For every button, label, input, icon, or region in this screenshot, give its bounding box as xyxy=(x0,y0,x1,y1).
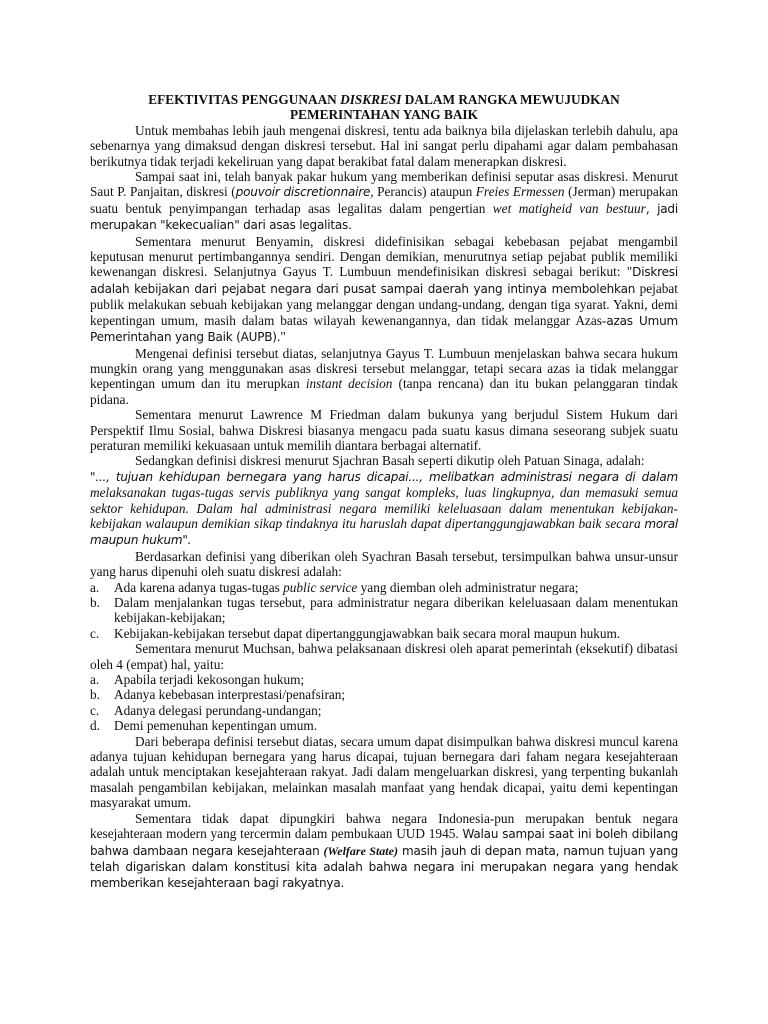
list-item: a. Apabila terjadi kekosongan hukum; xyxy=(90,672,305,688)
list-item: d. Demi pemenuhan kepentingan umum. xyxy=(90,718,318,734)
paragraph-10: Sementara tidak dapat dipungkiri bahwa negara Indonesia-pun merupakan bentuk negara kesejahteraan modern yang tercermin dalam pembukaan UUD 1945. Walau sampai saat ini boleh dibilang bahwa dambaan negara kesejahteraan (Welfare State) masih jauh di depan mata, namun tujuan yang telah digariskan dalam konstitusi kita adalah bahwa negara ini merupakan negara yang hendak memberikan kesejahteraan bagi rakyatnya. xyxy=(90,810,678,891)
paragraph-6: Sedangkan definisi diskresi menurut Sjachran Basah seperti dikutip oleh Patuan Sinaga, adalah: xyxy=(135,453,645,469)
document-title xyxy=(90,92,678,123)
paragraph-2: Sampai saat ini, telah banyak pakar hukum yang memberikan definisi seputar asas diskresi. Menurut Saut P. Panjaitan, diskresi (pouvoir discretionnaire, Perancis) ataupun Freies Ermessen (Jerman) merupakan suatu bentuk penyimpangan terhadap asas legalitas dalam pengertian wet matigheid van bestuur, jadi merupakan "kekecualian" dari asas legalitas. xyxy=(90,169,678,233)
paragraph-3: Sementara menurut Benyamin, diskresi didefinisikan sebagai kebebasan pejabat mengambil keputusan menurut pertimbangannya sendiri. Dengan demikian, menurutnya setiap pejabat publik memiliki kewenangan diskresi. Selanjutnya Gayus T. Lumbuun mendefinisikan diskresi sebagai berikut: "Diskresi adalah kebijakan dari pejabat negara dari pusat sampai daerah yang intinya membolehkan pejabat publik melakukan sebuah kebijakan yang melanggar dengan undang-undang, dengan tiga syarat. Yakni, demi kepentingan umum, masih dalam batas wilayah kewenangannya, dan tidak melanggar Azas-azas Umum Pemerintahan yang Baik (AUPB)." xyxy=(90,233,679,345)
paragraph-5: Sementara menurut Lawrence M Friedman dalam bukunya yang berjudul Sistem Hukum dari Perspektif Ilmu Sosial, bahwa Diskresi biasanya mengacu pada suatu kasus dimana seseorang subjek suatu peraturan memiliki kekuasaan untuk memilih diantara berbagai alternatif. xyxy=(90,407,678,453)
title-emphasis: DISKRESI xyxy=(340,92,402,107)
document-page xyxy=(90,92,678,892)
list-item: a. Ada karena adanya tugas-tugas public service yang diemban oleh administratur negara; xyxy=(90,579,579,595)
paragraph-9: Dari beberapa definisi tersebut diatas, secara umum dapat disimpulkan bahwa diskresi muncul karena adanya tujuan kehidupan bernegara yang harus dicapai, tujuan bernegara dari faham negara kesejahteraan adalah untuk menciptakan kesejahteraan rakyat. Jadi dalam mengeluarkan diskresi, yang terpenting bukanlah masalah pengambilan kebijakan, melainkan masalah manfaat yang hendak dicapai, yaitu demi kepentingan masyarakat umum. xyxy=(90,733,678,811)
title-line-2: PEMERINTAHAN YANG BAIK xyxy=(290,107,478,123)
list-item: b. Dalam menjalankan tugas tersebut, para administratur negara diberikan keleluasaan dalam menentukan kebijakan-kebijakan; xyxy=(90,595,678,626)
paragraph-8: Sementara menurut Muchsan, bahwa pelaksanaan diskresi oleh aparat pemerintah (eksekutif) dibatasi oleh 4 (empat) hal, yaitu: xyxy=(90,641,678,672)
list-unsur-diskresi xyxy=(90,580,678,642)
paragraph-4: Mengenai definisi tersebut diatas, selanjutnya Gayus T. Lumbuun menjelaskan bahwa secara hukum mungkin orang yang menggunakan asas diskresi tersebut melanggar, tetapi secara azas ia tidak melanggar kepentingan umum dan itu merupkan instant decision (tanpa rencana) dan itu bukan pelanggaran tindak pidana. xyxy=(90,345,678,407)
quote-sjachran-basah: "..., tujuan kehidupan bernegara yang harus dicapai..., melibatkan administrasi negara di dalam melaksanakan tugas-tugas servis publiknya yang sangat kompleks, luas lingkupnya, dan memasuki semua sektor kehidupan. Dalam hal administrasi negara memiliki keleluasaan dalam menentukan kebijakan-kebijakan walaupun demikian sikap tindaknya itu haruslah dapat dipertanggungjawabkan baik secara moral maupun hukum". xyxy=(90,469,678,548)
paragraph-7: Berdasarkan definisi yang diberikan oleh Syachran Basah tersebut, tersimpulkan bahwa unsur-unsur yang harus dipenuhi oleh suatu diskresi adalah: xyxy=(90,548,678,580)
list-item: c. Kebijakan-kebijakan tersebut dapat dipertanggungjawabkan baik secara moral maupun hukum. xyxy=(90,625,621,641)
paragraph-1: Untuk membahas lebih jauh mengenai diskresi, tentu ada baiknya bila dijelaskan terlebih dahulu, apa sebenarnya yang dimaksud dengan diskresi tersebut. Hal ini sangat perlu dipahami agar dalam pembahasan berikutnya tidak terjadi kekeliruan yang dapat berakibat fatal dalam menerapkan diskresi. xyxy=(90,122,678,169)
list-item: c. Adanya delegasi perundang-undangan; xyxy=(90,702,322,718)
list-batasan-diskresi xyxy=(90,672,678,734)
list-item: b. Adanya kebebasan interprestasi/penafsiran; xyxy=(90,687,346,703)
title-line-1: EFEKTIVITAS PENGGUNAAN DISKRESI DALAM RANGKA MEWUJUDKAN xyxy=(148,92,620,107)
